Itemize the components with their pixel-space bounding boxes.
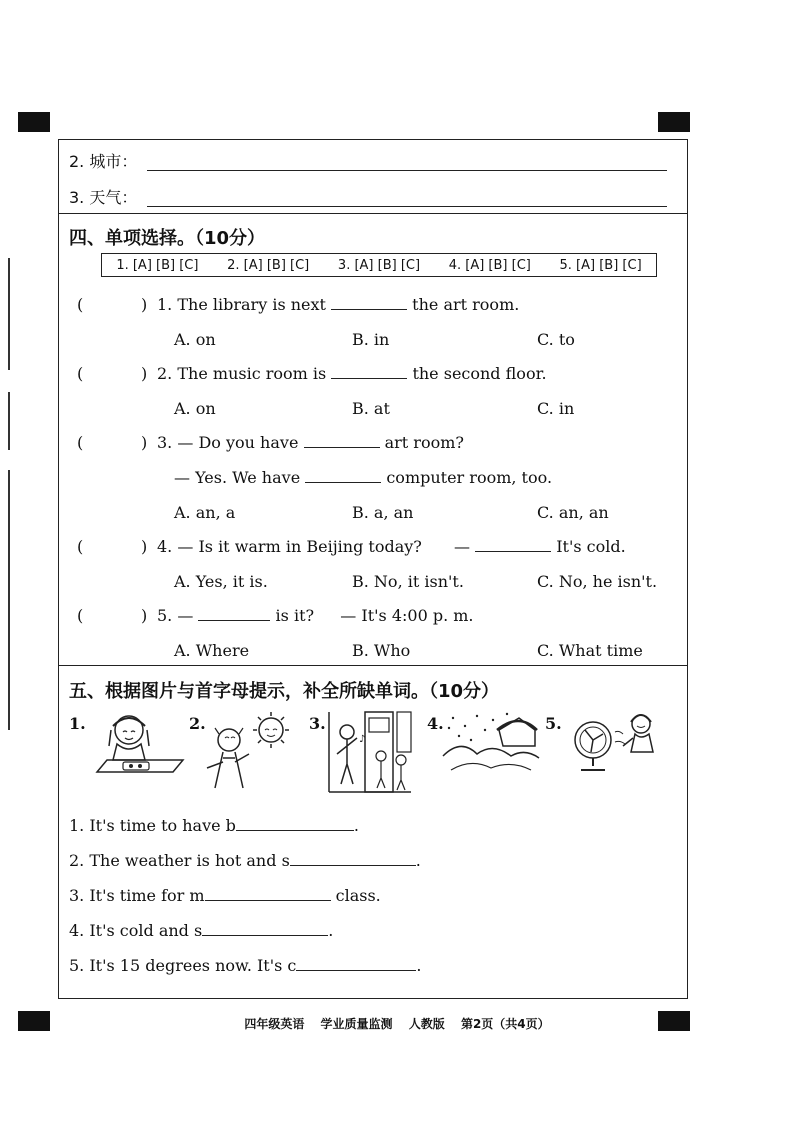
question-blank[interactable] xyxy=(304,433,380,448)
answer-paren-close: ) xyxy=(141,537,148,556)
question-1 xyxy=(157,295,519,315)
footer-edition: 人教版 xyxy=(408,1017,445,1031)
question-blank[interactable] xyxy=(331,295,407,310)
question-text: The music room is xyxy=(177,364,327,383)
sentence-text: . xyxy=(353,816,359,835)
picture-label: 4. xyxy=(427,714,444,733)
question-5 xyxy=(157,606,474,626)
music-class-picture xyxy=(325,708,415,794)
sentence-blank[interactable] xyxy=(205,886,331,901)
answer-paren-open: ( xyxy=(77,433,84,452)
option-c[interactable]: C. No, he isn't. xyxy=(537,572,658,591)
sentence-text: . xyxy=(328,921,334,940)
answer-paren-open: ( xyxy=(77,537,84,556)
question-4 xyxy=(157,537,626,557)
answer-paren-open: ( xyxy=(77,606,84,625)
question-text: The library is next xyxy=(177,295,326,314)
hot-sunny-picture xyxy=(201,708,301,794)
option-b[interactable]: B. in xyxy=(352,330,390,349)
sentence-text: . xyxy=(416,956,422,975)
sentence-text: 1. It's time to have b xyxy=(69,816,236,835)
option-b[interactable]: B. No, it isn't. xyxy=(352,572,464,591)
question-text: — Yes. We have xyxy=(174,468,301,487)
weather-label: 3. 天气： xyxy=(69,188,138,207)
sentence-blank[interactable] xyxy=(202,921,328,936)
option-c[interactable]: C. in xyxy=(537,399,575,418)
sentence-text: class. xyxy=(335,886,381,905)
option-b[interactable]: B. a, an xyxy=(352,503,414,522)
sentence-blank[interactable] xyxy=(296,956,416,971)
question-text: the second floor. xyxy=(412,364,547,383)
option-b[interactable]: B. Who xyxy=(352,641,411,660)
answer-sheet-item[interactable]: 5. [A] [B] [C] xyxy=(559,257,642,273)
question-3-reply xyxy=(174,468,552,488)
answer-sheet-item[interactable]: 3. [A] [B] [C] xyxy=(337,257,421,273)
sentence-text: 4. It's cold and s xyxy=(69,921,203,940)
answer-sheet-item[interactable]: 1. [A] [B] [C] xyxy=(116,257,199,273)
answer-paren-close: ) xyxy=(141,433,148,452)
sentence-text: 3. It's time for m xyxy=(69,886,205,905)
fill-sentence-5 xyxy=(69,956,421,976)
binding-line xyxy=(8,258,10,370)
answer-paren-open: ( xyxy=(77,364,84,383)
city-label: 2. 城市： xyxy=(69,152,138,171)
snowy-picture xyxy=(441,708,541,778)
sentence-text: 2. The weather is hot and s xyxy=(69,851,290,870)
option-a[interactable]: A. Where xyxy=(174,641,250,660)
section5-title: 五、根据图片与首字母提示，补全所缺单词。（10分） xyxy=(69,681,500,702)
question-number: 3. xyxy=(157,433,173,452)
exam-sheet xyxy=(58,139,688,999)
option-c[interactable]: C. What time xyxy=(537,641,643,660)
page-footer xyxy=(0,1015,794,1032)
option-c[interactable]: C. an, an xyxy=(537,503,609,522)
city-answer-line[interactable] xyxy=(147,170,667,171)
svg-text:♪: ♪ xyxy=(359,734,366,745)
question-3 xyxy=(157,433,464,453)
question-number: 4. xyxy=(157,537,173,556)
answer-sheet-box xyxy=(101,253,657,277)
question-text: — It's 4:00 p. m. xyxy=(340,606,474,625)
girl-eating-breakfast-picture xyxy=(93,708,193,788)
fill-sentence-3 xyxy=(69,886,381,906)
picture-label: 5. xyxy=(545,714,562,733)
question-number: 1. xyxy=(157,295,173,314)
fill-sentence-1 xyxy=(69,816,359,836)
option-c[interactable]: C. to xyxy=(537,330,575,349)
question-blank[interactable] xyxy=(331,364,407,379)
answer-sheet-item[interactable]: 4. [A] [B] [C] xyxy=(448,257,531,273)
option-a[interactable]: A. an, a xyxy=(174,503,236,522)
answer-sheet-item[interactable]: 2. [A] [B] [C] xyxy=(227,257,310,273)
question-text: It's cold. xyxy=(556,537,626,556)
alignment-mark-top-left xyxy=(18,112,50,132)
question-text: — xyxy=(454,537,471,556)
question-blank[interactable] xyxy=(305,468,381,483)
picture-label: 2. xyxy=(189,714,206,733)
picture-label: 1. xyxy=(69,714,86,733)
sentence-blank[interactable] xyxy=(236,816,354,831)
picture-label: 3. xyxy=(309,714,326,733)
question-text: computer room, too. xyxy=(386,468,553,487)
question-text: — xyxy=(177,606,194,625)
sentence-blank[interactable] xyxy=(290,851,416,866)
section-divider xyxy=(59,213,687,214)
question-2 xyxy=(157,364,547,384)
option-b[interactable]: B. at xyxy=(352,399,390,418)
footer-grade: 四年级英语 xyxy=(244,1017,305,1031)
sentence-text: 5. It's 15 degrees now. It's c xyxy=(69,956,297,975)
option-a[interactable]: A. on xyxy=(174,399,216,418)
section-divider xyxy=(59,665,687,666)
question-text: the art room. xyxy=(412,295,520,314)
fill-sentence-4 xyxy=(69,921,333,941)
answer-paren-open: ( xyxy=(77,295,84,314)
option-a[interactable]: A. Yes, it is. xyxy=(174,572,268,591)
footer-page-number: 第2页（共4页） xyxy=(460,1017,550,1031)
fill-sentence-2 xyxy=(69,851,421,871)
question-text: art room? xyxy=(384,433,464,452)
binding-line xyxy=(8,470,10,730)
question-text: — Is it warm in Beijing today? xyxy=(177,537,422,556)
binding-line xyxy=(8,392,10,450)
option-a[interactable]: A. on xyxy=(174,330,216,349)
footer-exam: 学业质量监测 xyxy=(320,1017,393,1031)
fan-cool-picture xyxy=(567,708,667,778)
question-text: — Do you have xyxy=(177,433,299,452)
question-number: 5. xyxy=(157,606,173,625)
answer-paren-close: ) xyxy=(141,295,148,314)
sentence-text: . xyxy=(415,851,421,870)
question-blank[interactable] xyxy=(198,606,270,621)
weather-answer-line[interactable] xyxy=(147,206,667,207)
question-number: 2. xyxy=(157,364,173,383)
answer-paren-close: ) xyxy=(141,364,148,383)
question-text: is it? xyxy=(275,606,315,625)
alignment-mark-top-right xyxy=(658,112,690,132)
section4-title: 四、单项选择。（10分） xyxy=(69,228,266,249)
question-blank[interactable] xyxy=(475,537,551,552)
answer-paren-close: ) xyxy=(141,606,148,625)
